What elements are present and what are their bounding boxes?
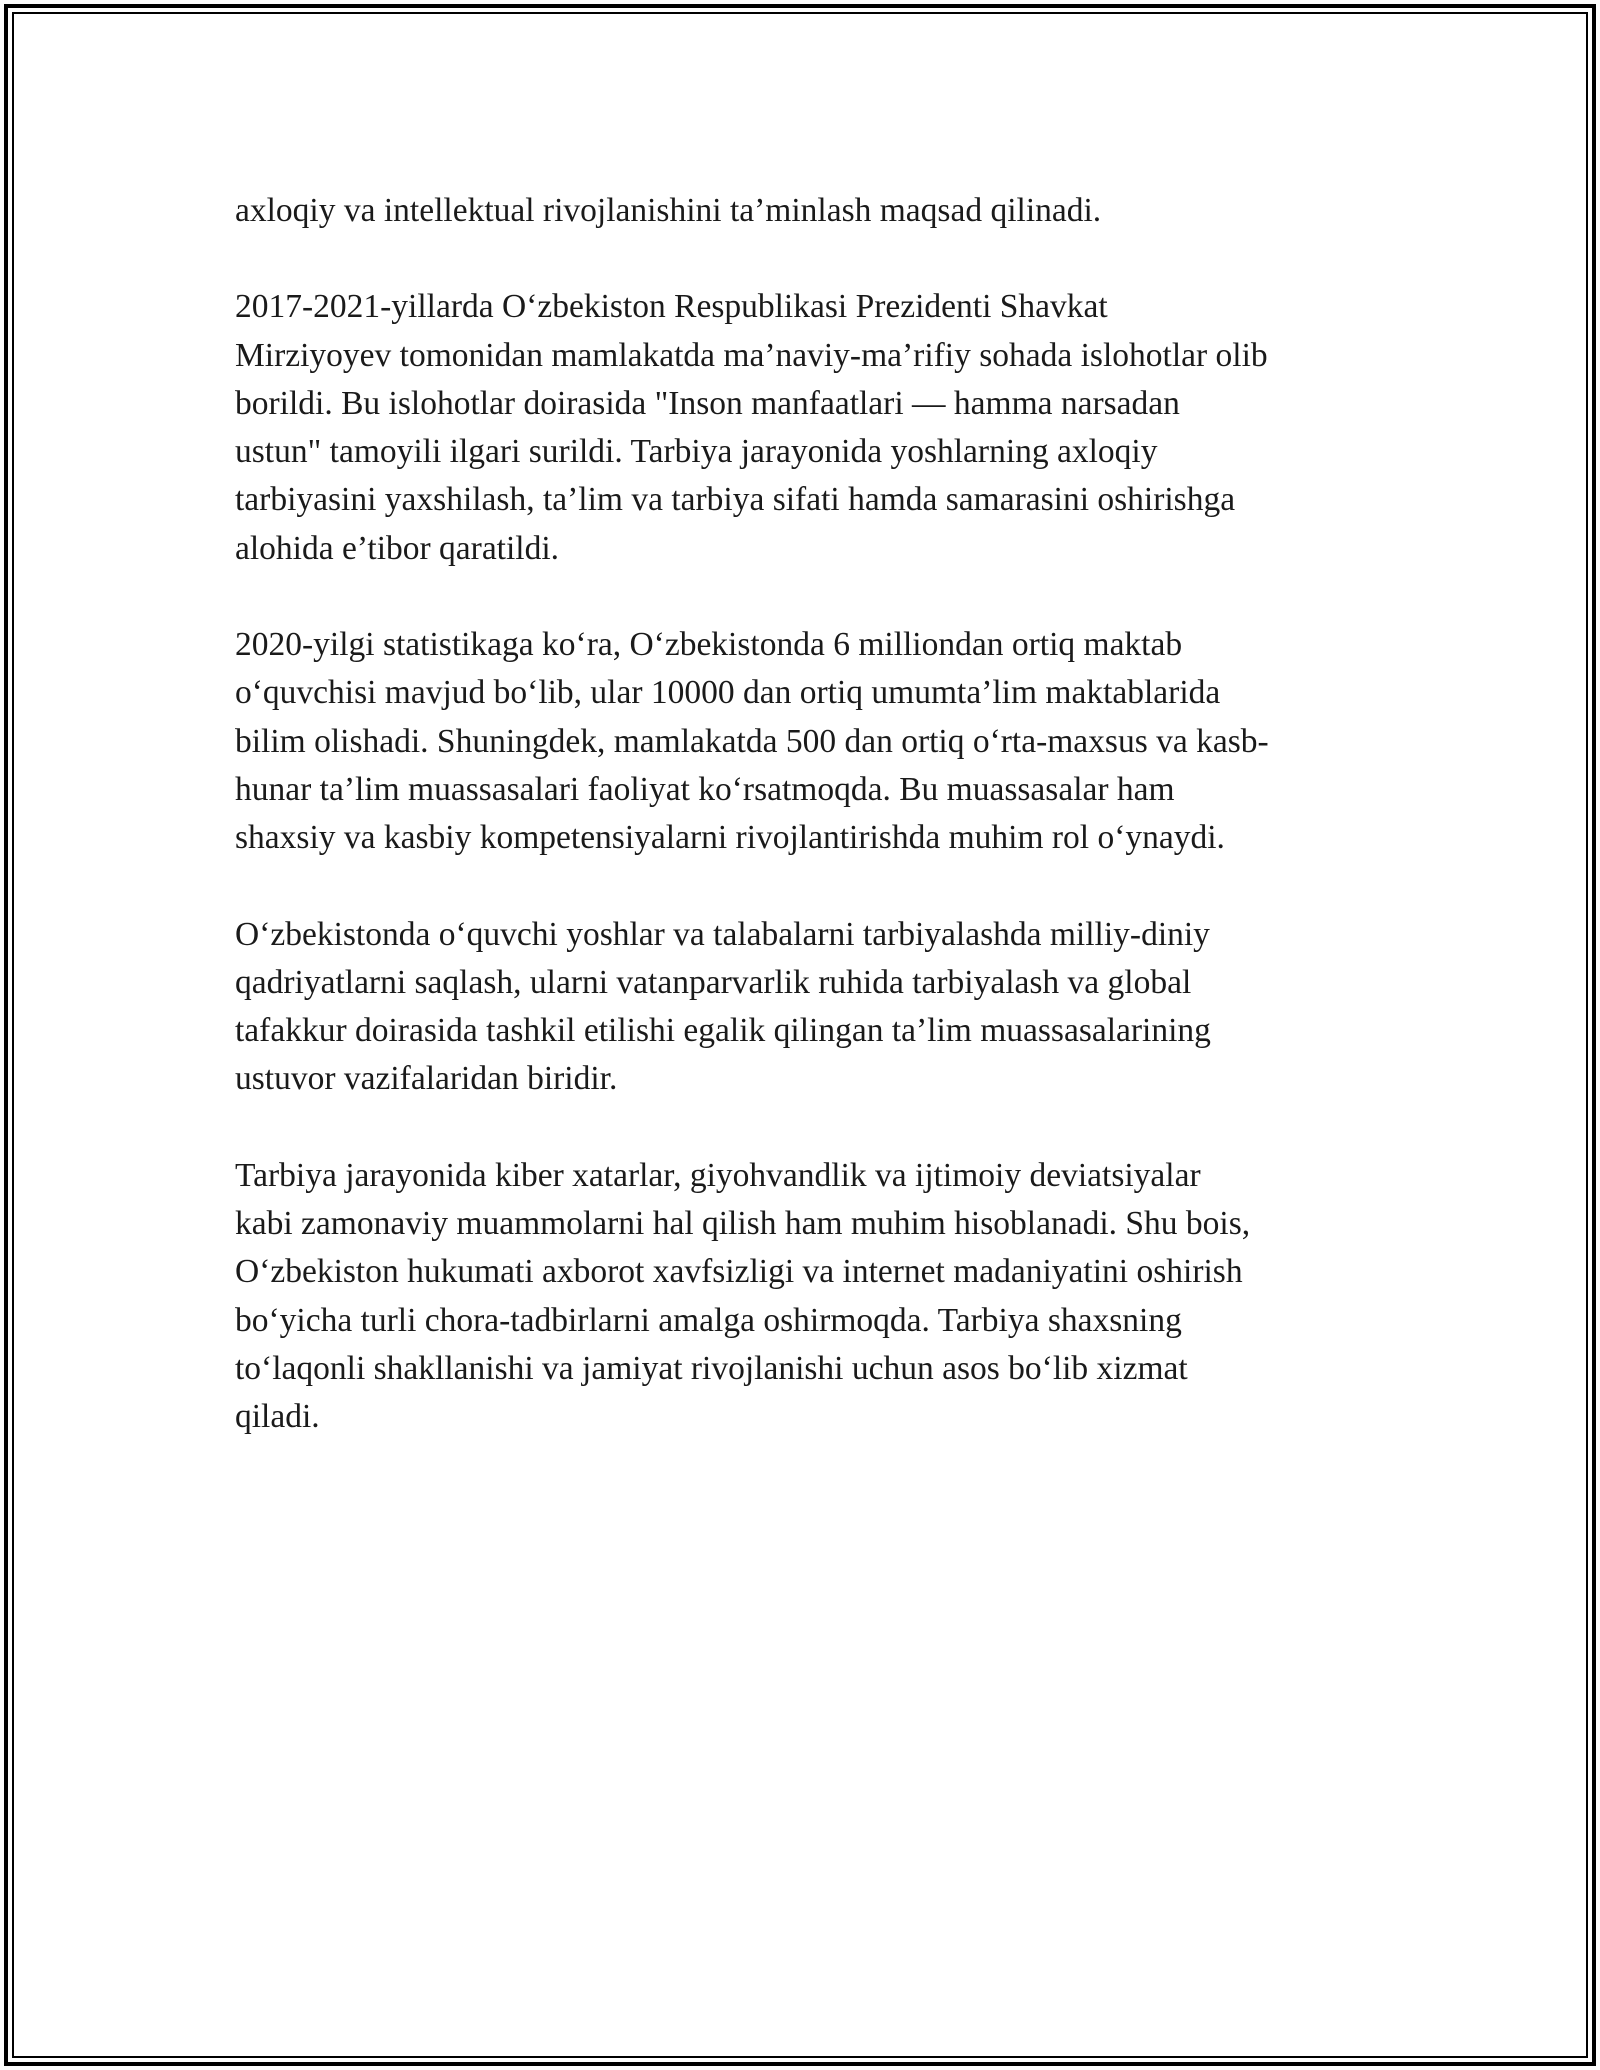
paragraph-3: 2020-yilgi statistikaga ko‘ra, O‘zbekistonda 6 milliondan ortiq maktab o‘quvchisi mavjud bo‘lib, ular 10000 dan ortiq umumta’lim maktablarida bilim olishadi. Shuningdek, mamlakatda 500 dan ortiq o‘rta-maxsus va kasb- hunar ta’lim muassasalari faoliyat ko‘rsatmoqda. Bu muassasalar ham shaxsiy va kasbiy kompetensiyalarni rivojlantirishda muhim rol o‘ynaydi. (235, 626, 1269, 857)
paragraph-4: O‘zbekistonda o‘quvchi yoshlar va talabalarni tarbiyalashda milliy-diniy qadriyatlarni saqlash, ularni vatanparvarlik ruhida tarbiyalash va global tafakkur doirasida tashkil etilishi egalik qilingan ta’lim muassasalarining ustuvor vazifalaridan biridir. (235, 915, 1211, 1098)
paragraph-1: axloqiy va intellektual rivojlanishini ta’minlash maqsad qilinadi. (235, 192, 1102, 229)
document-body (235, 187, 1375, 1490)
paragraph-2: 2017-2021-yillarda O‘zbekiston Respublikasi Prezidenti Shavkat Mirziyoyev tomonidan mamlakatda ma’naviy-ma’rifiy sohada islohotlar olib borildi. Bu islohotlar doirasida "Inson manfaatlari — hamma narsadan ustun" tamoyili ilgari surildi. Tarbiya jarayonida yoshlarning axloqiy tarbiyasini yaxshilash, ta’lim va tarbiya sifati hamda samarasini oshirishga alohida e’tibor qaratildi. (235, 288, 1268, 567)
paragraph-5: Tarbiya jarayonida kiber xatarlar, giyohvandlik va ijtimoiy deviatsiyalar kabi zamonaviy muammolarni hal qilish ham muhim hisoblanadi. Shu bois, O‘zbekiston hukumati axborot xavfsizligi va internet madaniyatini oshirish bo‘yicha turli chora-tadbirlarni amalga oshirmoqda. Tarbiya shaxsning to‘laqonli shakllanishi va jamiyat rivojlanishi uchun asos bo‘lib xizmat qiladi. (235, 1156, 1251, 1436)
